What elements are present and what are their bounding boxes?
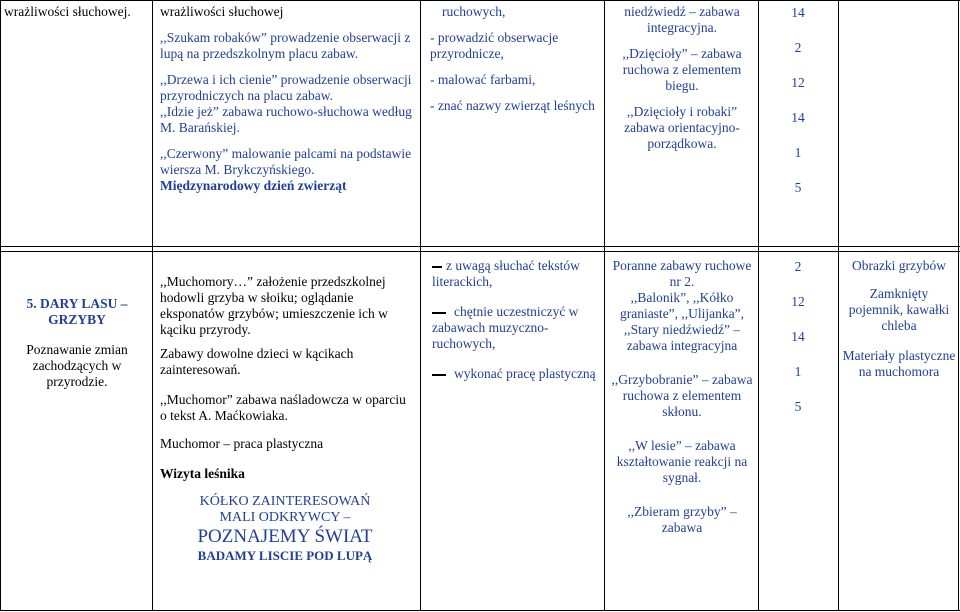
area-number: 1 <box>794 364 802 379</box>
row1-goals-cell <box>430 4 600 114</box>
area-number: 5 <box>794 399 802 414</box>
goal-item: - prowadzić obserwacje przyrodnicze, <box>430 30 559 61</box>
row-separator <box>0 246 960 247</box>
area-number: 14 <box>791 329 805 344</box>
goal-item: wykonać pracę plastyczną <box>432 366 600 382</box>
area-number: 2 <box>794 259 802 274</box>
table-bottom-border <box>0 610 960 611</box>
activity-bold-line: Wizyta leśnika <box>160 466 245 481</box>
goal-item: chętnie uczestniczyć w zabawach muzyczno-ruchowych, <box>432 304 579 351</box>
row1-games-cell <box>610 4 754 152</box>
row2-goals-cell <box>432 258 600 382</box>
club-line: POZNAJEMY ŚWIAT <box>197 526 373 547</box>
row1-col1-text: wrażliwości słuchowej. <box>4 4 131 19</box>
row1-activities-cell <box>160 4 416 194</box>
topic-title: 5. DARY LASU – GRZYBY <box>26 296 128 327</box>
activity-item: Muchomor – praca plastyczna <box>160 436 324 451</box>
topic-subtitle: Poznawanie zmian zachodzących w przyrodzie. <box>26 342 128 389</box>
goal-item: z uwagą słuchać tekstów literackich, <box>432 258 580 289</box>
row1-numbers-cell <box>760 4 836 196</box>
area-number: 12 <box>791 294 805 309</box>
row2-topic-cell <box>6 296 148 390</box>
row1-activities-first: wrażliwości słuchowej <box>160 4 284 19</box>
club-line: MALI ODKRYWCY – <box>219 510 351 525</box>
row2-materials-cell <box>842 258 956 380</box>
area-number: 14 <box>791 110 805 125</box>
activity-item: ,,Czerwony” malowanie palcami na podstawie wiersza M. Brykczyńskiego. <box>160 146 412 177</box>
row2-games-cell <box>610 258 754 536</box>
row1-col1-cell <box>4 4 150 20</box>
game-item: Poranne zabawy ruchowe nr 2. <box>612 258 752 289</box>
game-item: ,,Balonik”, ,,Kółko graniaste”, ,,Ulijanka”, ,,Stary niedźwiedź” – zabawa integracyjna <box>619 290 745 353</box>
game-item: ,,W lesie” – zabawa kształtowanie reakcji na sygnał. <box>616 438 748 485</box>
game-item: ,,Dzięcioły i robaki” zabawa orientacyjno-porządkowa. <box>624 104 740 151</box>
activity-item: ,,Muchomor” zabawa naśladowcza w oparciu o tekst A. Maćkowiaka. <box>160 392 406 423</box>
activity-bold-line: Międzynarodowy dzień zwierząt <box>160 178 347 193</box>
goal-item: - znać nazwy zwierząt leśnych <box>430 98 595 113</box>
column-border <box>758 0 759 611</box>
materials-item: Zamknięty pojemnik, kawałki chleba <box>848 286 950 333</box>
activity-item: ,,Drzewa i ich cienie” prowadzenie obserwacji przyrodniczych na placu zabaw. <box>160 72 412 103</box>
column-border <box>838 0 839 611</box>
goal-item: - malować farbami, <box>430 72 536 87</box>
game-item: ,,Zbieram grzyby” – zabawa <box>627 504 737 535</box>
table-top-border <box>0 0 960 1</box>
area-number: 5 <box>794 180 802 195</box>
area-number: 14 <box>791 5 805 20</box>
activity-item: ,,Szukam robaków” prowadzenie obserwacji z lupą na przedszkolnym placu zabaw. <box>160 30 411 61</box>
column-border <box>0 0 1 611</box>
column-border <box>604 0 605 611</box>
row2-numbers-cell <box>760 258 836 415</box>
club-line: BADAMY LISCIE POD LUPĄ <box>197 548 373 563</box>
materials-item: Materiały plastyczne na muchomora <box>842 348 956 379</box>
row2-activities-cell <box>160 274 416 564</box>
game-first: niedźwiedź – zabawa integracyjna. <box>624 4 740 35</box>
activity-item: Zabawy dowolne dzieci w kącikach zainteresowań. <box>160 346 354 377</box>
activity-item: ,,Muchomory…” założenie przedszkolnej hodowli grzyba w słoiku; oglądanie eksponatów grzybów; umieszczenie ich w kąciku przyrody. <box>160 274 388 337</box>
column-border <box>152 0 153 611</box>
area-number: 12 <box>791 75 805 90</box>
activity-item: ,,Idzie jeż” zabawa ruchowo-słuchowa według M. Barańskiej. <box>160 104 412 135</box>
row-separator-2 <box>0 251 960 252</box>
game-item: ,,Dzięcioły” – zabawa ruchowa z elementem biegu. <box>622 46 742 93</box>
game-item: ,,Grzybobranie” – zabawa ruchowa z elementem skłonu. <box>611 372 753 419</box>
column-border <box>958 0 959 611</box>
materials-title: Obrazki grzybów <box>851 258 947 273</box>
goal-first: ruchowych, <box>442 4 506 19</box>
column-border <box>420 0 421 611</box>
area-number: 1 <box>794 145 802 160</box>
area-number: 2 <box>794 40 802 55</box>
club-line: KÓŁKO ZAINTERESOWAŃ <box>199 494 371 509</box>
club-logo-text <box>160 494 410 564</box>
